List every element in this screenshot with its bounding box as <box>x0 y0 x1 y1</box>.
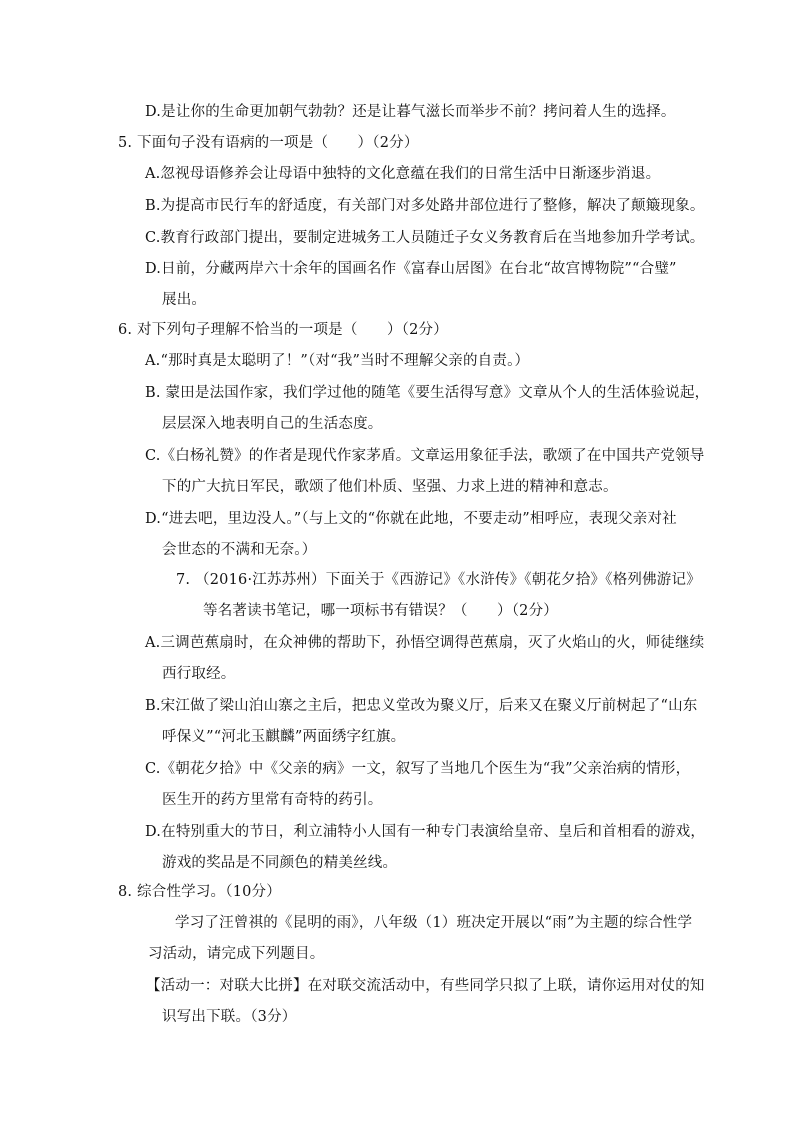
q7-stem: 7. （2016·江苏苏州）下面关于《西游记》《水浒传》《朝花夕拾》《格列佛游记》 <box>176 572 701 588</box>
q7-option-d: D.在特别重大的节日，利立浦特小人国有一种专门表演给皇帝、皇后和首相看的游戏， <box>145 824 706 840</box>
q4-option-d: D.是让你的生命更加朝气勃勃？还是让暮气滋长而举步不前？拷问着人生的选择。 <box>145 104 676 120</box>
q7-option-b: B.宋江做了梁山泊山寨之主后，把忠义堂改为聚义厅，后来又在聚义厅前树起了“山东 <box>145 698 698 714</box>
q5-option-a: A.忽视母语修养会让母语中独特的文化意蕴在我们的日常生活中日渐逐步消退。 <box>145 166 661 182</box>
q6-stem: 6. 对下列句子理解不恰当的一项是（ ）（2分） <box>118 322 448 338</box>
q7-option-a-cont: 西行取经。 <box>162 666 236 682</box>
q8-activity-one: 【活动一：对联大比拼】在对联交流活动中，有些同学只拟了上联，请你运用对仗的知 <box>146 978 705 994</box>
q6-option-c: C.《白杨礼赞》的作者是现代作家茅盾。文章运用象征手法，歌颂了在中国共产党领导 <box>145 448 705 464</box>
q6-option-d: D.“进去吧，里边没人。”（与上文的“你就在此地，不要走动”相呼应，表现父亲对社 <box>145 511 677 527</box>
q6-option-b: B. 蒙田是法国作家，我们学过他的随笔《要生活得写意》文章从个人的生活体验说起， <box>145 385 710 401</box>
q5-option-d: D.日前，分藏两岸六十余年的国画名作《富春山居图》在台北“故宫博物院”“合璧” <box>145 261 677 277</box>
q6-option-a: A.“那时真是太聪明了！”（对“我”当时不理解父亲的自责。） <box>145 353 530 369</box>
q6-option-d-cont: 会世态的不满和无奈。） <box>162 542 317 558</box>
q5-stem: 5. 下面句子没有语病的一项是（ ）（2分） <box>118 135 419 151</box>
q7-option-d-cont: 游戏的奖品是不同颜色的精美丝线。 <box>162 855 398 871</box>
q7-stem-cont: 等名著读书笔记，哪一项标书有错误？（ ）（2分） <box>203 603 558 619</box>
q8-stem: 8. 综合性学习。（10分） <box>118 884 281 900</box>
q6-option-b-cont: 层层深入地表明自己的生活态度。 <box>162 416 383 432</box>
q5-option-d-cont: 展出。 <box>162 292 207 308</box>
q8-activity-one-cont: 识写出下联。（3分） <box>162 1009 297 1025</box>
q8-intro-cont: 习活动，请完成下列题目。 <box>148 946 325 962</box>
q8-intro: 学习了汪曾祺的《昆明的雨》，八年级（1）班决定开展以“雨”为主题的综合性学 <box>175 915 693 931</box>
q7-option-c-cont: 医生开的药方里常有奇特的药引。 <box>162 792 383 808</box>
q6-option-c-cont: 下的广大抗日军民，歌颂了他们朴质、坚强、力求上进的精神和意志。 <box>162 479 618 495</box>
q7-option-a: A.三调芭蕉扇时，在众神佛的帮助下，孙悟空调得芭蕉扇，灭了火焰山的火，师徒继续 <box>145 635 705 651</box>
q7-option-c: C.《朝花夕拾》中《父亲的病》一文，叙写了当地几个医生为“我”父亲治病的情形， <box>145 761 691 777</box>
q7-option-b-cont: 呼保义”“河北玉麒麟”两面绣字红旗。 <box>162 729 406 745</box>
q5-option-c: C.教育行政部门提出，要制定进城务工人员随迁子女义务教育后在当地参加升学考试。 <box>145 230 705 246</box>
q5-option-b: B.为提高市民行车的舒适度，有关部门对多处路井部位进行了整修，解决了颠簸现象。 <box>145 198 705 214</box>
